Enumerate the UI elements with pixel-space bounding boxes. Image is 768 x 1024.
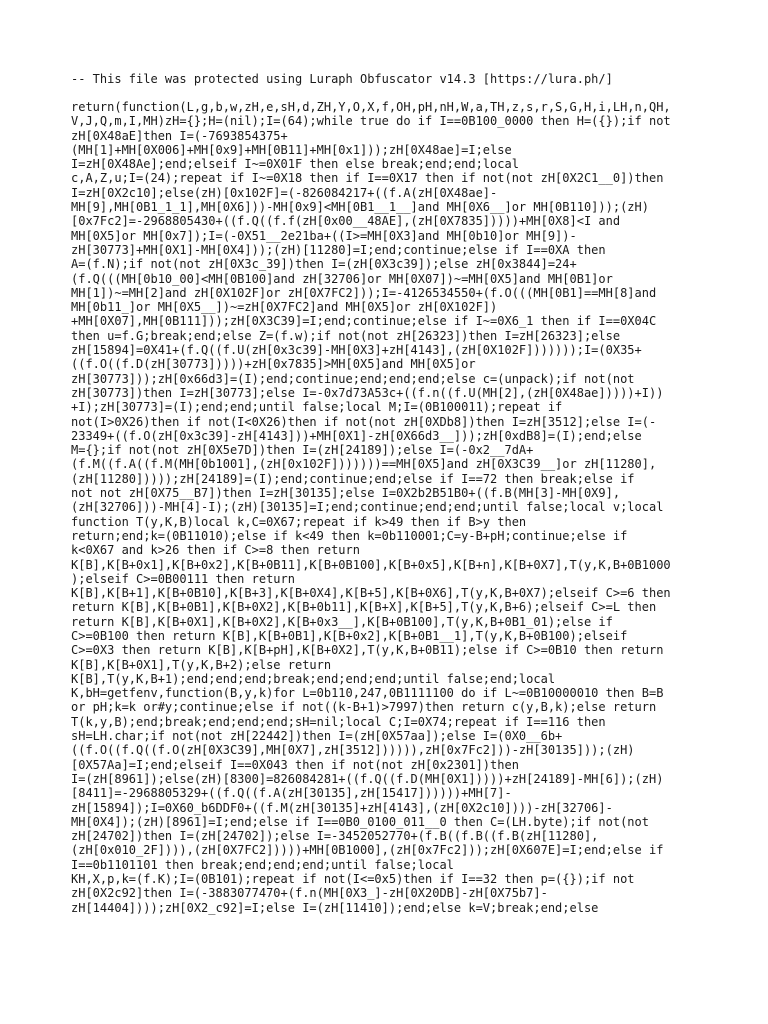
code-line: I==0b1101101 then break;end;end;end;until false;local bbox=[71, 857, 454, 872]
file-header-comment: -- This file was protected using Luraph Obfuscator v14.3 [https://lura.ph/] bbox=[71, 72, 613, 86]
code-line: ((f.O((f.Q((f.O(zH[0X3C39],MH[0X7],zH[3512]))))),zH[0x7Fc2]))-zH[30135]));(zH) bbox=[71, 743, 635, 758]
code-line: zH[24702])then I=(zH[24702]);else I=-3452052770+(f.B((f.B((f.B(zH[11280], bbox=[71, 829, 599, 844]
code-line: );elseif C>=0B00111 then return bbox=[71, 571, 295, 586]
code-line: function T(y,K,B)local k,C=0X67;repeat if k>49 then if B>y then bbox=[71, 514, 527, 529]
code-line: I=zH[0X2c10];else(zH)[0x102F]=(-826084217+((f.A(zH[0X48ae]- bbox=[71, 185, 498, 200]
code-line: zH[0X2c92]then I=(-3883077470+(f.n(MH[0X3_]-zH[0X20DB]-zH[0X75b7]- bbox=[71, 886, 548, 901]
code-line: 23349+((f.O(zH[0x3c39]-zH[4143]))+MH[0X1]-zH[0X66d3__]));zH[0xdB8]=(I);end;else bbox=[71, 428, 642, 443]
code-line: MH[1])~=MH[2]and zH[0X102F]or zH[0X7FC2]));I=-4126534550+(f.O(((MH[0B1]==MH[8]and bbox=[71, 285, 657, 300]
code-line: zH[0X48aE]then I=(-7693854375+ bbox=[71, 128, 288, 143]
code-line: not not zH[0X75__B7])then I=zH[30135];else I=0X2b2B51B0+((f.B(MH[3]-MH[0X9], bbox=[71, 486, 621, 501]
code-line: (zH[0x010_2F]))),(zH[0X7FC2]))))+MH[0B1000],(zH[0x7Fc2]));zH[0X607E]=I;end;else if bbox=[71, 843, 664, 858]
code-line: KH,X,p,k=(f.K);I=(0B101);repeat if not(I<=0x5)then if I==32 then p=({});if not bbox=[71, 872, 635, 887]
code-line: then u=f.G;break;end;else Z=(f.w);if not(not zH[26323])then I=zH[26323];else bbox=[71, 328, 621, 343]
code-line: ((f.O((f.D(zH[30773]))))+zH[0x7835]>MH[0X5]and MH[0X5]or bbox=[71, 357, 476, 372]
code-line: C>=0B100 then return K[B],K[B+0B1],K[B+0x2],K[B+0B1__1],T(y,K,B+0B100);elseif bbox=[71, 628, 628, 643]
code-line: return K[B],K[B+0X1],K[B+0X2],K[B+0x3__],K[B+0B100],T(y,K,B+0B1_01);else if bbox=[71, 614, 613, 629]
code-line: c,A,Z,u;I=(24);repeat if I~=0X18 then if I==0X17 then if not(not zH[0X2C1__0])then bbox=[71, 171, 664, 186]
code-line: (f.M((f.A((f.M(MH[0b1001],(zH[0x102F]))))))==MH[0X5]and zH[0X3C39__]or zH[11280], bbox=[71, 457, 657, 472]
code-line: or pH;k=k or#y;continue;else if not((k-B+1)>7997)then return c(y,B,k);else return bbox=[71, 700, 657, 715]
code-line: C>=0X3 then return K[B],K[B+pH],K[B+0X2],T(y,K,B+0B11);else if C>=0B10 then return bbox=[71, 643, 664, 658]
code-line: return(function(L,g,b,w,zH,e,sH,d,ZH,Y,O,X,f,OH,pH,nH,W,a,TH,z,s,r,S,G,H,i,LH,n,QH, bbox=[71, 100, 671, 114]
code-line: MH[0X4]);(zH)[8961]=I;end;else if I==0B0_0100_011__0 then C=(LH.byte);if not(not bbox=[71, 814, 649, 829]
code-line: K[B],T(y,K,B+1);end;end;end;break;end;end;end;until false;end;local bbox=[71, 671, 556, 686]
code-line: V,J,Q,m,I,MH)zH={};H=(nil);I=(64);while true do if I==0B100_0000 then H=({});if not bbox=[71, 114, 671, 129]
code-line: (zH[11280]))));zH[24189]=(I);end;continue;end;else if I==72 then break;else if bbox=[71, 471, 635, 486]
code-line: zH[30773])then I=zH[30773];else I=-0x7d73A53c+((f.n((f.U(MH[2],(zH[0X48ae]))))+I)) bbox=[71, 385, 664, 400]
code-line: sH=LH.char;if not(not zH[22442])then I=(zH[0X57aa]);else I=(0X0__6b+ bbox=[71, 729, 563, 744]
code-line: MH[0X5]or MH[0x7]);I=(-0X51__2e21ba+((I>=MH[0X3]and MH[0b10]or MH[9])- bbox=[71, 228, 577, 243]
code-line: A=(f.N);if not(not zH[0X3c_39])then I=(zH[0X3c39]);else zH[0x3844]=24+ bbox=[71, 257, 577, 272]
code-line: +I);zH[30773]=(I);end;end;until false;local M;I=(0B100011);repeat if bbox=[71, 400, 563, 415]
code-line: +MH[0X07],MH[0B111]));zH[0X3C39]=I;end;continue;else if I~=0X6_1 then if I==0X04C bbox=[71, 314, 657, 329]
code-line: K[B],K[B+0X1],T(y,K,B+2);else return bbox=[71, 657, 332, 672]
code-line: (MH[1]+MH[0X006]+MH[0x9]+MH[0B11]+MH[0x1]));zH[0X48ae]=I;else bbox=[71, 142, 512, 157]
code-line: zH[30773]+MH[0X1]-MH[0X4]));(zH)[11280]=I;end;continue;else if I==0XA then bbox=[71, 242, 606, 257]
code-block bbox=[71, 100, 711, 915]
code-line: K[B],K[B+0x1],K[B+0x2],K[B+0B11],K[B+0B100],K[B+0x5],K[B+n],K[B+0X7],T(y,K,B+0B1000 bbox=[71, 557, 671, 572]
code-line: zH[15894]=0X41+(f.Q((f.U(zH[0x3c39]-MH[0X3]+zH[4143],(zH[0X102F]))))));I=(0X35+ bbox=[71, 343, 642, 358]
code-line: K[B],K[B+1],K[B+0B10],K[B+3],K[B+0X4],K[B+5],K[B+0X6],T(y,K,B+0X7);elseif C>=6 then bbox=[71, 586, 671, 601]
code-line: [0x7Fc2]=-2968805430+((f.Q((f.f(zH[0x00__48AE],(zH[0X7835]))))+MH[0X8]<I and bbox=[71, 214, 621, 229]
code-line: [8411]=-2968805329+((f.Q((f.A(zH[30135],zH[15417])))))+MH[7]- bbox=[71, 786, 512, 801]
code-line: I=zH[0X48Ae];end;elseif I~=0X01F then else break;end;end;local bbox=[71, 157, 519, 172]
code-line: T(k,y,B);end;break;end;end;end;sH=nil;local C;I=0X74;repeat if I==116 then bbox=[71, 714, 606, 729]
code-line: k<0X67 and k>26 then if C>=8 then return bbox=[71, 543, 360, 558]
code-line: M={};if not(not zH[0X5e7D])then I=(zH[24189]);else I=(-0x2__7dA+ bbox=[71, 443, 534, 458]
code-line: (f.Q(((MH[0b10_00]<MH[0B100]and zH[32706]or MH[0X07])~=MH[0X5]and MH[0B1]or bbox=[71, 271, 613, 286]
code-line: (zH[32706]))-MH[4]-I);(zH)[30135]=I;end;continue;end;end;until false;local v;local bbox=[71, 500, 664, 515]
code-line: zH[15894]);I=0X60_b6DDF0+((f.M(zH[30135]+zH[4143],(zH[0X2c10])))-zH[32706]- bbox=[71, 800, 613, 815]
code-line: I=(zH[8961]);else(zH)[8300]=826084281+((f.Q((f.D(MH[0X1]))))+zH[24189]-MH[6]);(zH) bbox=[71, 771, 664, 786]
code-line: not(I>0X26)then if not(I<0X26)then if not(not zH[0XDb8])then I=zH[3512];else I=(- bbox=[71, 414, 657, 429]
code-line: return;end;k=(0B11010);else if k<49 then k=0b110001;C=y-B+pH;continue;else if bbox=[71, 528, 628, 543]
code-line: return K[B],K[B+0B1],K[B+0X2],K[B+0b11],K[B+X],K[B+5],T(y,K,B+6);elseif C>=L then bbox=[71, 600, 657, 615]
code-line: zH[14404])));zH[0X2_c92]=I;else I=(zH[11410]);end;else k=V;break;end;else bbox=[71, 900, 599, 915]
code-line: MH[9],MH[0B1_1_1],MH[0X6]))-MH[0x9]<MH[0B1__1__]and MH[0X6__]or MH[0B110]));(zH) bbox=[71, 200, 649, 215]
code-line: MH[0b11_]or MH[0X5__])~=zH[0X7FC2]and MH[0X5]or zH[0X102F]) bbox=[71, 300, 498, 315]
code-line: [0X57Aa]=I;end;elseif I==0X043 then if not(not zH[0x2301])then bbox=[71, 757, 519, 772]
code-line: K,bH=getfenv,function(B,y,k)for L=0b110,247,0B1111100 do if L~=0B10000010 then B=B bbox=[71, 686, 664, 701]
code-line: zH[30773]));zH[0x66d3]=(I);end;continue;end;end;end;else c=(unpack);if not(not bbox=[71, 371, 635, 386]
